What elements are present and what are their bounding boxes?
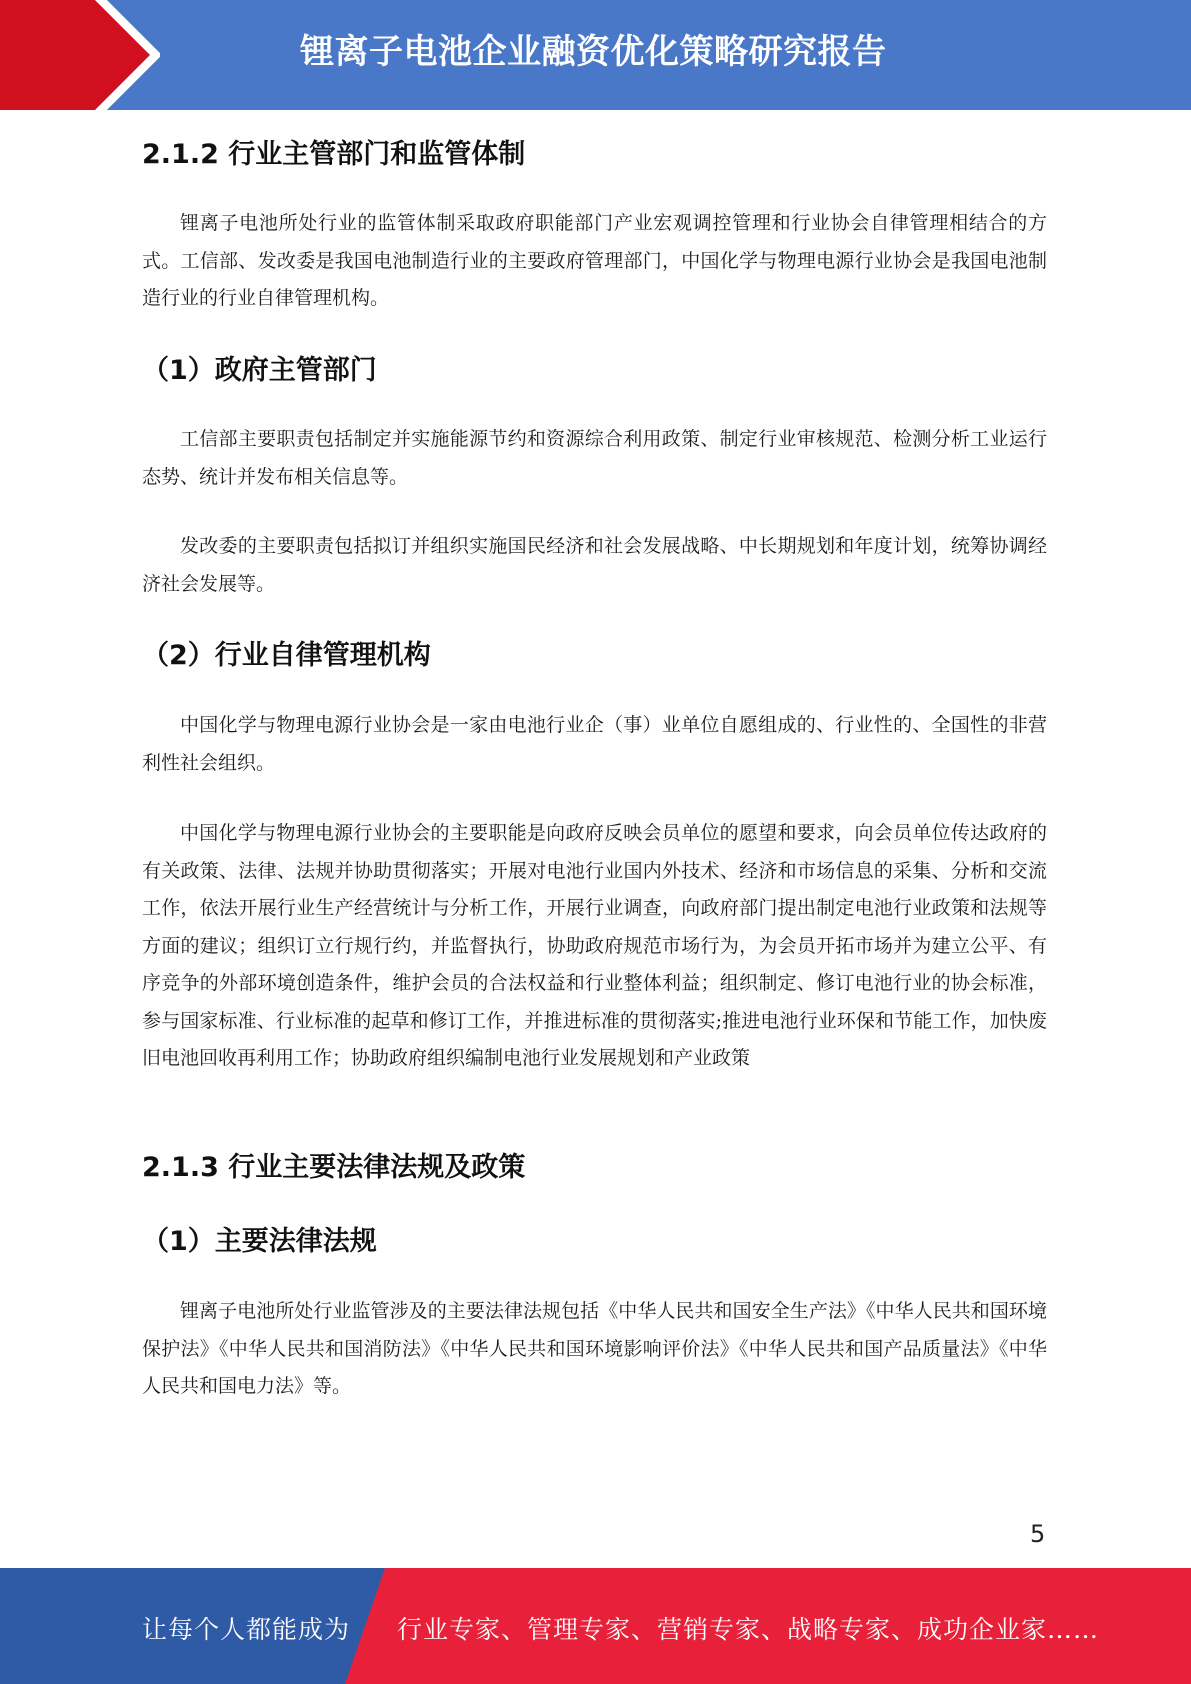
paragraph-association-intro: 中国化学与物理电源行业协会是一家由电池行业企（事）业单位自愿组成的、行业性的、全国性的非营利性社会组织。	[142, 714, 1047, 774]
paragraph-main-laws: 锂离子电池所处行业监管涉及的主要法律法规包括《中华人民共和国安全生产法》《中华人民共和国环境保护法》《中华人民共和国消防法》《中华人民共和国环境影响评价法》《中华人民共和国产品质量法》《中华人民共和国电力法》等。	[142, 1300, 1047, 1397]
subheading-government-departments: （1）政府主管部门	[142, 355, 377, 386]
paragraph-miit-duties: 工信部主要职责包括制定并实施能源节约和资源综合利用政策、制定行业审核规范、检测分析工业运行态势、统计并发布相关信息等。	[142, 428, 1047, 488]
page-header	[0, 0, 1191, 110]
subheading-main-laws: （1）主要法律法规	[142, 1226, 377, 1257]
subheading-self-regulatory-body: （2）行业自律管理机构	[142, 640, 431, 671]
paragraph-ndrc-duties: 发改委的主要职责包括拟订并组织实施国民经济和社会发展战略、中长期规划和年度计划，统筹协调经济社会发展等。	[142, 535, 1047, 595]
section-heading-2-1-3: 2.1.3 行业主要法律法规及政策	[142, 1152, 526, 1183]
red-arrow-decoration	[0, 0, 160, 110]
page-footer	[0, 1568, 1191, 1684]
page-number: 5	[1030, 1520, 1046, 1548]
section-heading-2-1-2: 2.1.2 行业主管部门和监管体制	[142, 139, 526, 170]
footer-slogan-right: 行业专家、管理专家、营销专家、战略专家、成功企业家……	[397, 1615, 1100, 1644]
paragraph-association-functions: 中国化学与物理电源行业协会的主要职能是向政府反映会员单位的愿望和要求，向会员单位传达政府的有关政策、法律、法规并协助贯彻落实；开展对电池行业国内外技术、经济和市场信息的采集、分析和交流工作，依法开展行业生产经营统计与分析工作，开展行业调查，向政府部门提出制定电池行业政策和法规等方面的建议；组织订立行规行约，并监督执行，协助政府规范市场行为，为会员开拓市场并为建立公平、有序竞争的外部环境创造条件，维护会员的合法权益和行业整体利益；组织制定、修订电池行业的协会标准，参与国家标准、行业标准的起草和修订工作，并推进标准的贯彻落实;推进电池行业环保和节能工作，加快废旧电池回收再利用工作；协助政府组织编制电池行业发展规划和产业政策	[142, 822, 1047, 1069]
paragraph-regulatory-system: 锂离子电池所处行业的监管体制采取政府职能部门产业宏观调控管理和行业协会自律管理相结合的方式。工信部、发改委是我国电池制造行业的主要政府管理部门，中国化学与物理电源行业协会是我国电池制造行业的行业自律管理机构。	[142, 212, 1047, 309]
footer-slogan-left: 让每个人都能成为	[142, 1615, 351, 1644]
report-title: 锂离子电池企业融资优化策略研究报告	[300, 32, 887, 72]
